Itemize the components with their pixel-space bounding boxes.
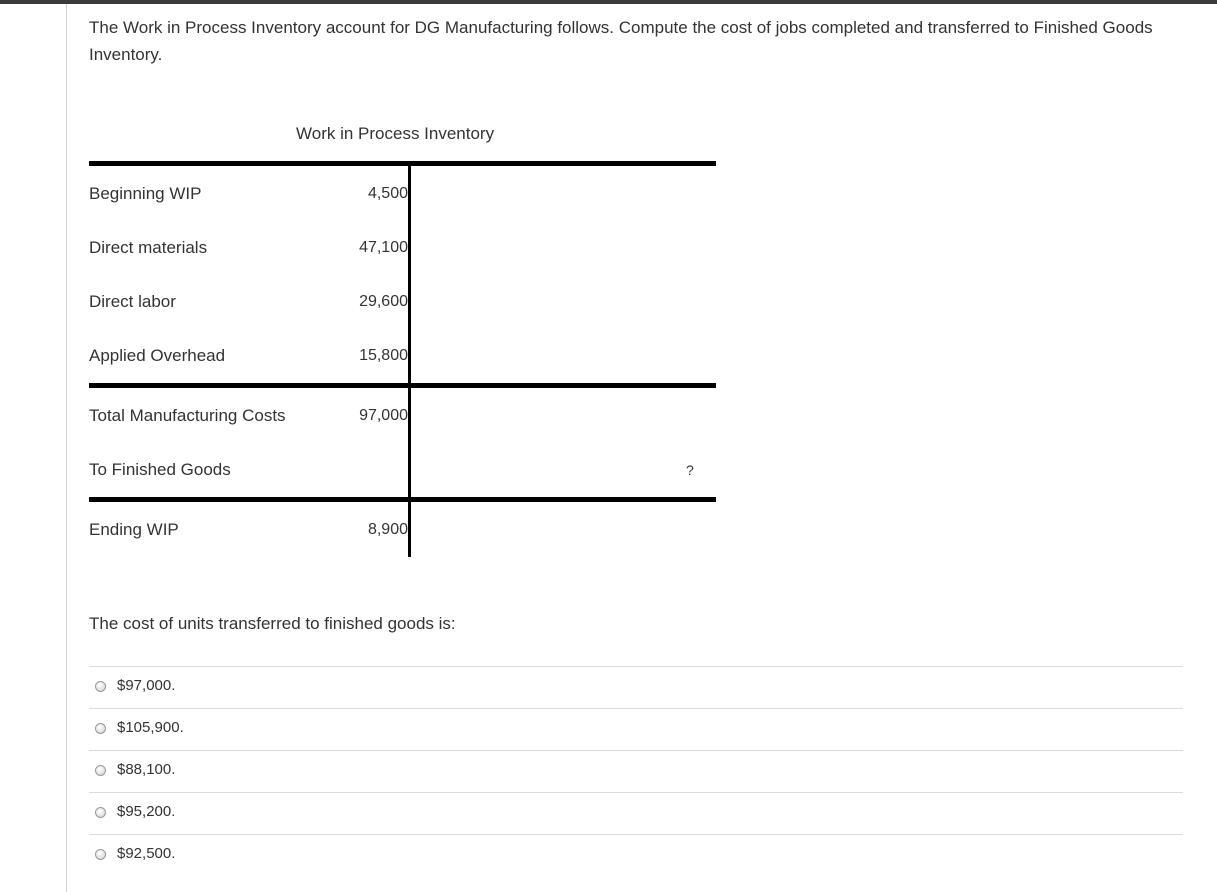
radio-button[interactable] bbox=[95, 807, 106, 818]
content-left-rule bbox=[66, 4, 67, 892]
radio-button[interactable] bbox=[95, 849, 106, 860]
row-amount-direct-materials: 47,100 bbox=[359, 239, 408, 256]
radio-button[interactable] bbox=[95, 681, 106, 692]
radio-button[interactable] bbox=[95, 765, 106, 776]
row-label-applied-overhead: Applied Overhead bbox=[89, 346, 226, 365]
answer-option-label[interactable]: $97,000. bbox=[117, 677, 176, 694]
question-text: The Work in Process Inventory account for DG Manufacturing follows. Compute the cost of jobs completed and transferred to Finished Goods Inventory. bbox=[89, 18, 1153, 64]
row-label-ending-wip: Ending WIP bbox=[89, 520, 179, 539]
t-account-title: Work in Process Inventory bbox=[296, 124, 495, 143]
row-amount-to-finished-goods: ? bbox=[686, 462, 694, 478]
answer-prompt: The cost of units transferred to finished goods is: bbox=[89, 614, 456, 633]
answer-options bbox=[89, 666, 1183, 876]
answer-option[interactable] bbox=[89, 708, 1183, 750]
row-label-total-manufacturing-costs: Total Manufacturing Costs bbox=[89, 406, 286, 425]
radio-button[interactable] bbox=[95, 723, 106, 734]
row-label-beginning-wip: Beginning WIP bbox=[89, 184, 202, 203]
answer-option-label[interactable]: $95,200. bbox=[117, 803, 176, 820]
t-account-subtotal-line bbox=[89, 383, 716, 388]
row-label-to-finished-goods: To Finished Goods bbox=[89, 460, 231, 479]
answer-option[interactable] bbox=[89, 834, 1183, 876]
row-amount-ending-wip: 8,900 bbox=[367, 521, 408, 538]
answer-option[interactable] bbox=[89, 666, 1183, 708]
row-label-direct-materials: Direct materials bbox=[89, 238, 208, 257]
answer-option-label[interactable]: $105,900. bbox=[117, 719, 184, 736]
row-amount-direct-labor: 29,600 bbox=[359, 293, 408, 310]
row-amount-total-manufacturing-costs: 97,000 bbox=[359, 407, 408, 424]
top-border bbox=[0, 0, 1217, 4]
answer-option-label[interactable]: $88,100. bbox=[117, 761, 176, 778]
answer-option[interactable] bbox=[89, 750, 1183, 792]
t-account-top-line bbox=[89, 161, 716, 166]
row-label-direct-labor: Direct labor bbox=[89, 292, 176, 311]
t-account-transfer-line bbox=[89, 497, 716, 502]
answer-option-label[interactable]: $92,500. bbox=[117, 845, 176, 862]
answer-option[interactable] bbox=[89, 792, 1183, 834]
row-amount-applied-overhead: 15,800 bbox=[359, 347, 408, 364]
row-amount-beginning-wip: 4,500 bbox=[367, 185, 408, 202]
